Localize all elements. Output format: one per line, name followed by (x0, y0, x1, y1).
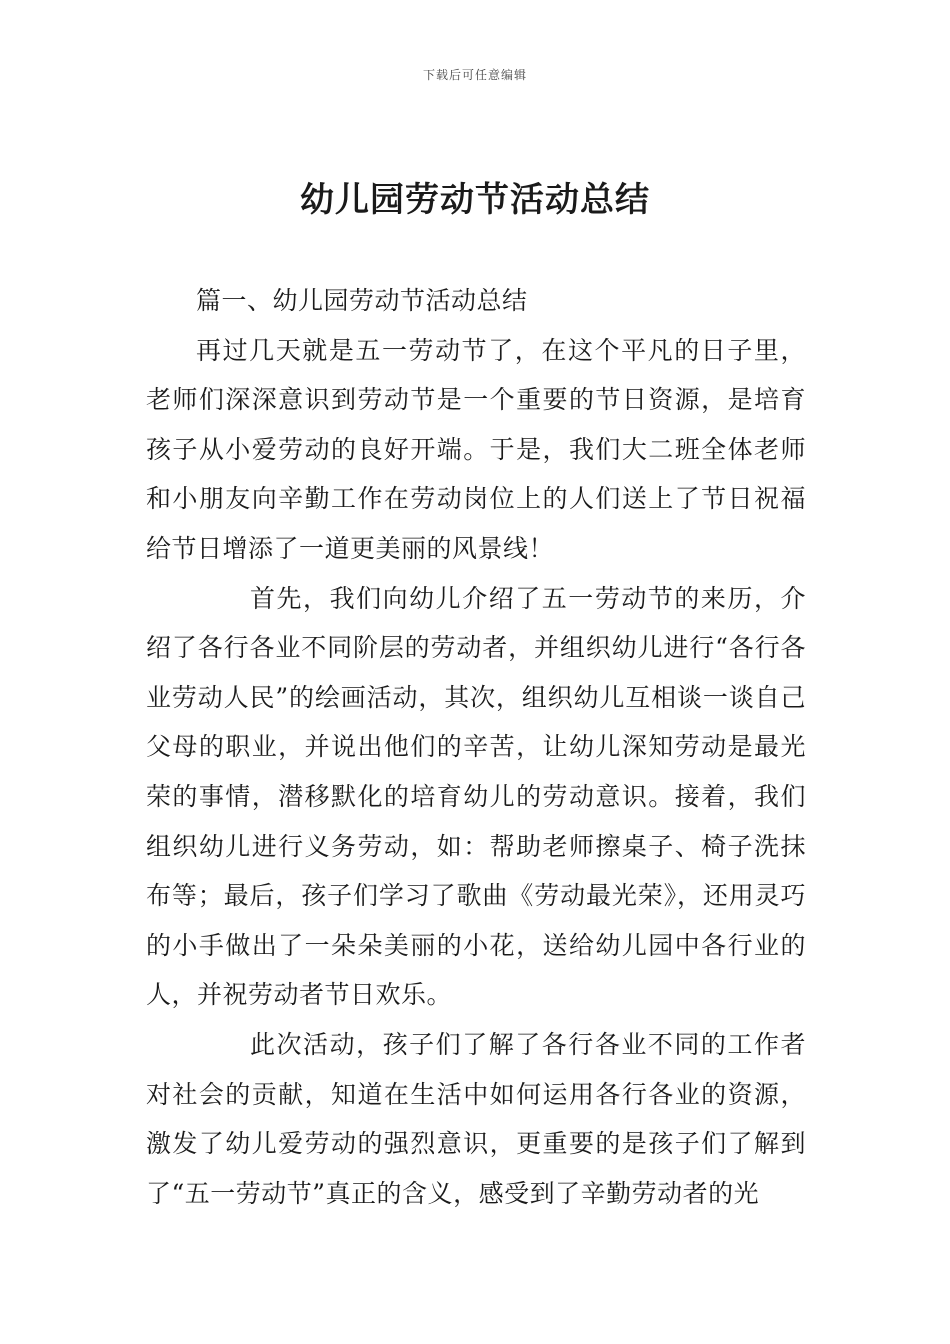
section-heading: 篇一、幼儿园劳动节活动总结 (196, 286, 528, 315)
document-title: 幼儿园劳动节活动总结 (300, 180, 650, 220)
paragraph: 再过几天就是五一劳动节了，在这个平凡的日子里，老师们深深意识到劳动节是一个重要的节日资源，是培育孩子从小爱劳动的良好开端。于是，我们大二班全体老师和小朋友向辛勤工作在劳动岗位上的人们送上了节日祝福给节日增添了一道更美丽的风景线！ (146, 335, 806, 563)
paragraph: 此次活动，孩子们了解了各行各业不同的工作者对社会的贡献，知道在生活中如何运用各行各业的资源，激发了幼儿爱劳动的强烈意识，更重要的是孩子们了解到了“五一劳动节”真正的含义，感受到了辛勤劳动者的光 (146, 1029, 806, 1208)
document-body (146, 276, 806, 1218)
paragraph: 首先，我们向幼儿介绍了五一劳动节的来历，介绍了各行各业不同阶层的劳动者，并组织幼儿进行“各行各业劳动人民”的绘画活动，其次，组织幼儿互相谈一谈自己父母的职业，并说出他们的辛苦，让幼儿深知劳动是最光荣的事情，潜移默化的培育幼儿的劳动意识。接着，我们组织幼儿进行义务劳动，如：帮助老师擦桌子、椅子洗抹布等；最后，孩子们学习了歌曲《劳动最光荣》，还用灵巧的小手做出了一朵朵美丽的小花，送给幼儿园中各行业的人，并祝劳动者节日欢乐。 (146, 583, 806, 1010)
header-note: 下载后可任意编辑 (422, 68, 527, 82)
